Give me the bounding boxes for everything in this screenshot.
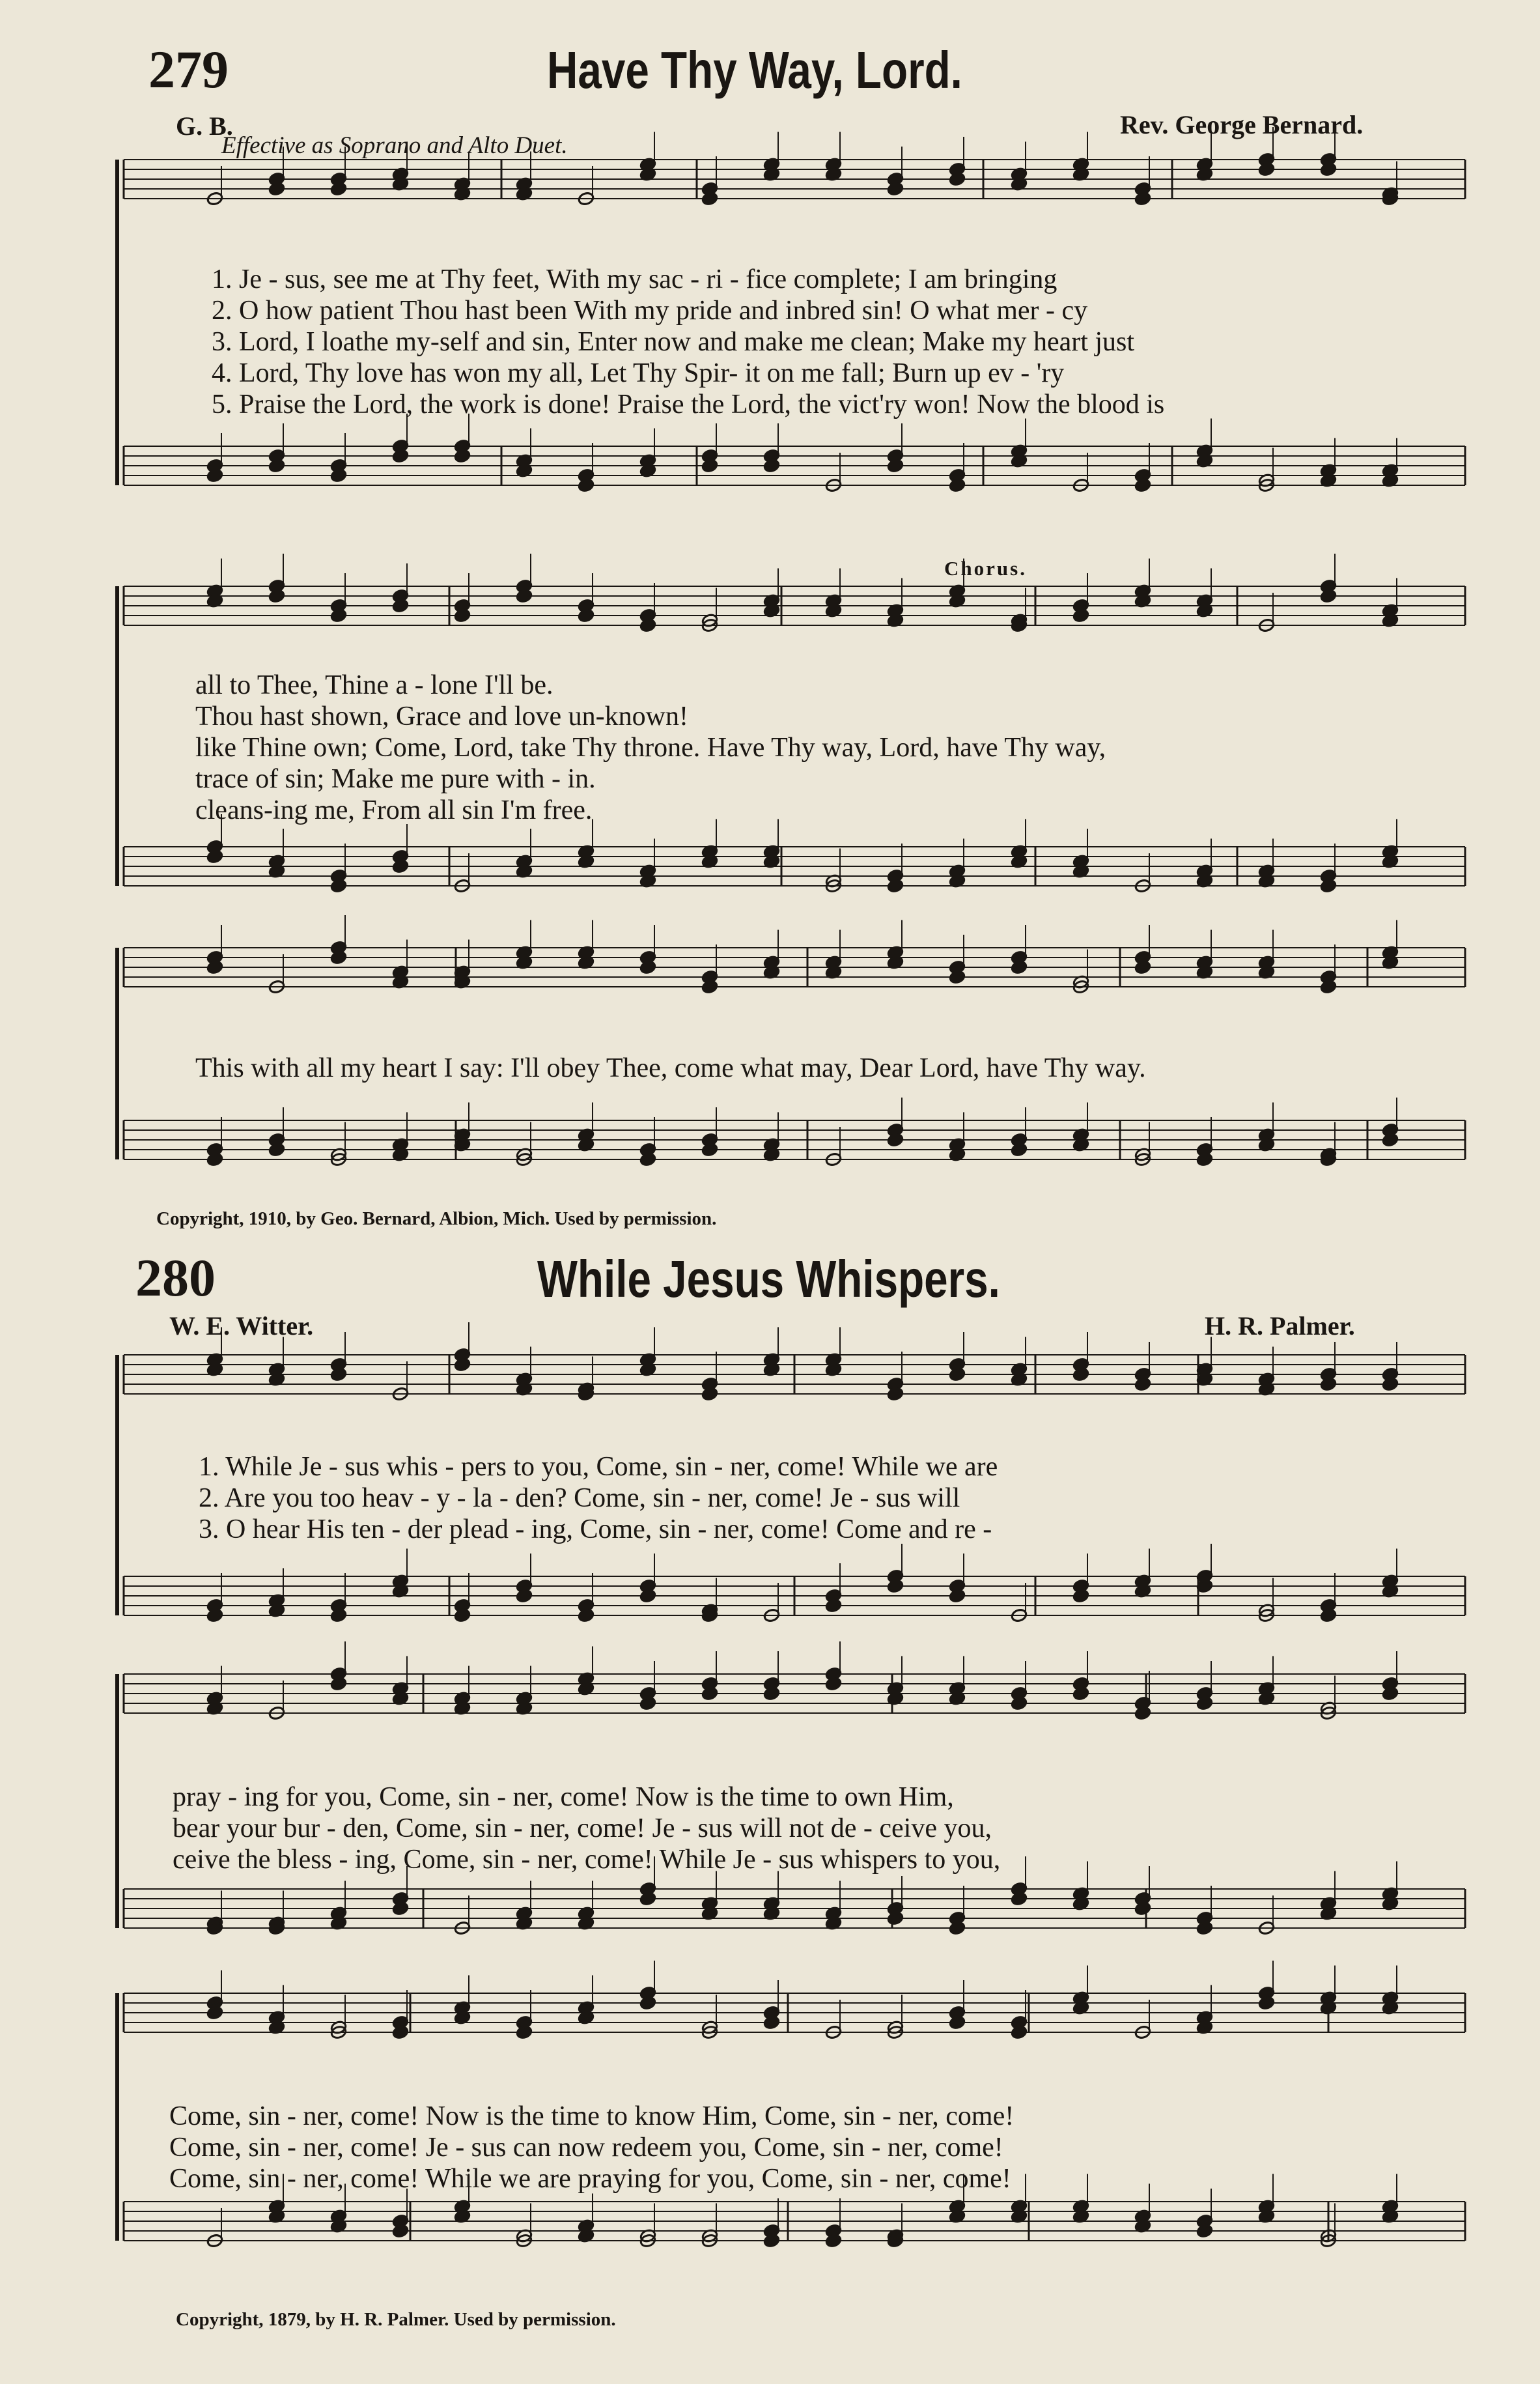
lyric-line: 1. While Je - sus whis - pers to you, Come, sin - ner, come! While we are xyxy=(199,1452,998,1482)
lyric-line: ceive the bless - ing, Come, sin - ner, come! While Je - sus whispers to you, xyxy=(173,1845,1001,1875)
copyright-notice: Copyright, 1879, by H. R. Palmer. Used by permission. xyxy=(176,2309,616,2330)
composer-credit: H. R. Palmer. xyxy=(1205,1311,1355,1341)
chorus-label: Chorus. xyxy=(944,557,1027,580)
lyric-line: 1. Je - sus, see me at Thy feet, With my sac - ri - fice complete; I am bringing xyxy=(212,264,1057,294)
hymn-280-verse-block-2 xyxy=(173,1781,1000,1875)
lyric-line: cleans-ing me, From all sin I'm free. xyxy=(195,795,593,825)
lyric-line: all to Thee, Thine a - lone I'll be. xyxy=(195,670,553,700)
hymn-279-verse-block-2 xyxy=(195,670,1106,826)
performance-note: Effective as Soprano and Alto Duet. xyxy=(221,132,568,159)
lyric-line: 2. Are you too heav - y - la - den? Come, sin - ner, come! Je - sus will xyxy=(199,1483,960,1513)
hymn-280-verse-block-3 xyxy=(169,2101,1014,2194)
lyric-line: pray - ing for you, Come, sin - ner, come! Now is the time to own Him, xyxy=(173,1782,954,1812)
lyric-line: 2. O how patient Thou hast been With my pride and inbred sin! O what mer - cy xyxy=(212,296,1088,326)
lyric-line: 4. Lord, Thy love has won my all, Let Thy Spir- it on me fall; Burn up ev - 'ry xyxy=(212,358,1065,388)
hymn-279-verse-block-3 xyxy=(195,1053,1146,1084)
lyric-line: 3. O hear His ten - der plead - ing, Come, sin - ner, come! Come and re - xyxy=(199,1514,992,1544)
lyricist-credit: G. B. xyxy=(176,111,233,141)
hymn-title: While Jesus Whispers. xyxy=(537,1250,1000,1308)
lyric-line: Thou hast shown, Grace and love un-known! xyxy=(195,702,688,731)
hymn-number: 279 xyxy=(148,40,229,99)
lyric-line: Come, sin - ner, come! Je - sus can now redeem you, Come, sin - ner, come! xyxy=(169,2133,1003,2163)
hymn-280-verse-block-1 xyxy=(199,1451,998,1545)
lyric-line: 5. Praise the Lord, the work is done! Praise the Lord, the vict'ry won! Now the blood is xyxy=(212,390,1165,419)
lyric-line: like Thine own; Come, Lord, take Thy throne. Have Thy way, Lord, have Thy way, xyxy=(195,733,1106,763)
hymn-title: Have Thy Way, Lord. xyxy=(547,41,962,99)
lyric-line: Come, sin - ner, come! While we are praying for you, Come, sin - ner, come! xyxy=(169,2164,1011,2194)
lyric-line: 3. Lord, I loathe my-self and sin, Enter now and make me clean; Make my heart just xyxy=(212,327,1135,357)
lyric-line: trace of sin; Make me pure with - in. xyxy=(195,764,596,794)
lyricist-credit: W. E. Witter. xyxy=(169,1311,314,1341)
composer-credit: Rev. George Bernard. xyxy=(1120,110,1364,139)
hymn-number: 280 xyxy=(135,1248,216,1307)
copyright-notice: Copyright, 1910, by Geo. Bernard, Albion, Mich. Used by permission. xyxy=(156,1208,717,1229)
lyric-line: bear your bur - den, Come, sin - ner, come! Je - sus will not de - ceive you, xyxy=(173,1813,992,1843)
lyric-line: Come, sin - ner, come! Now is the time to know Him, Come, sin - ner, come! xyxy=(169,2101,1015,2131)
lyric-line: This with all my heart I say: I'll obey Thee, come what may, Dear Lord, have Thy way. xyxy=(195,1053,1146,1083)
hymn-279-verse-block-1 xyxy=(212,264,1164,420)
